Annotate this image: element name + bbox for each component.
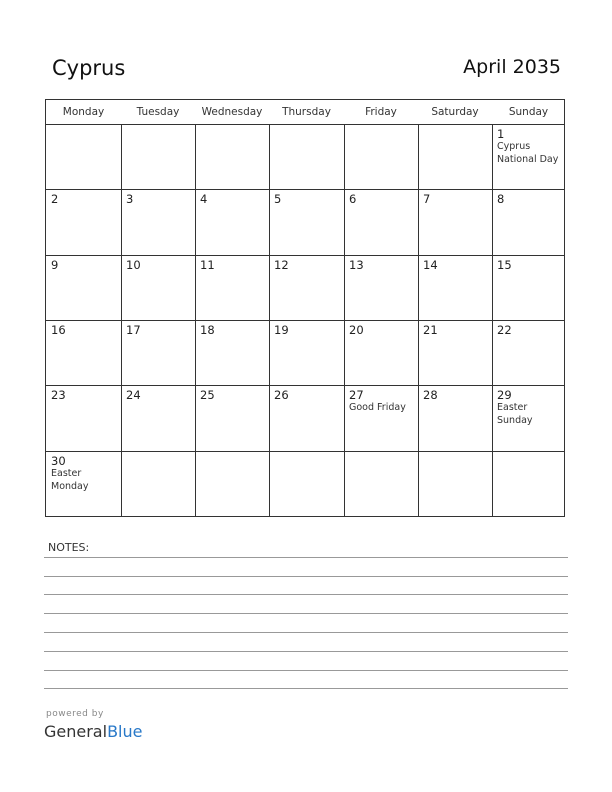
day-number: 20 <box>349 323 364 337</box>
note-line <box>44 670 568 671</box>
empty-day-cell[interactable] <box>269 451 344 517</box>
day-cell-15[interactable] <box>492 255 565 320</box>
day-number: 11 <box>200 258 215 272</box>
brand-general: General <box>44 722 108 741</box>
day-cell-19[interactable] <box>269 320 344 385</box>
day-number: 17 <box>126 323 141 337</box>
day-number: 19 <box>274 323 289 337</box>
day-number: 6 <box>349 192 357 206</box>
weekday-header-thursday: Thursday <box>282 106 331 118</box>
day-number: 24 <box>126 388 141 402</box>
weekday-header-saturday: Saturday <box>431 106 479 118</box>
day-cell-9[interactable] <box>46 255 121 320</box>
day-cell-21[interactable] <box>418 320 492 385</box>
day-number: 5 <box>274 192 282 206</box>
day-cell-18[interactable] <box>195 320 269 385</box>
day-cell-24[interactable] <box>121 385 195 451</box>
day-cell-28[interactable] <box>418 385 492 451</box>
empty-day-cell[interactable] <box>344 451 418 517</box>
day-cell-3[interactable] <box>121 189 195 255</box>
note-line <box>44 557 568 558</box>
day-number: 21 <box>423 323 438 337</box>
note-line <box>44 688 568 689</box>
day-number: 14 <box>423 258 438 272</box>
day-cell-4[interactable] <box>195 189 269 255</box>
empty-day-cell[interactable] <box>269 124 344 189</box>
day-cell-25[interactable] <box>195 385 269 451</box>
holiday-label: Good Friday <box>349 402 406 413</box>
brand-logo <box>44 722 142 741</box>
day-cell-1[interactable] <box>492 124 565 189</box>
day-number: 27 <box>349 388 364 402</box>
day-number: 28 <box>423 388 438 402</box>
day-cell-22[interactable] <box>492 320 565 385</box>
day-cell-8[interactable] <box>492 189 565 255</box>
day-cell-29[interactable] <box>492 385 565 451</box>
empty-day-cell[interactable] <box>418 124 492 189</box>
day-number: 23 <box>51 388 66 402</box>
note-line <box>44 613 568 614</box>
holiday-label: Cyprus National Day <box>497 141 559 165</box>
day-cell-14[interactable] <box>418 255 492 320</box>
weekday-header-friday: Friday <box>365 106 397 118</box>
day-number: 3 <box>126 192 134 206</box>
day-number: 10 <box>126 258 141 272</box>
note-line <box>44 576 568 577</box>
empty-day-cell[interactable] <box>195 124 269 189</box>
holiday-label: Easter Monday <box>51 468 89 492</box>
empty-day-cell[interactable] <box>418 451 492 517</box>
empty-day-cell[interactable] <box>46 124 121 189</box>
day-cell-7[interactable] <box>418 189 492 255</box>
empty-day-cell[interactable] <box>344 124 418 189</box>
weekday-header-tuesday: Tuesday <box>136 106 180 118</box>
day-cell-17[interactable] <box>121 320 195 385</box>
weekday-header-sunday: Sunday <box>508 106 549 118</box>
day-cell-13[interactable] <box>344 255 418 320</box>
day-number: 1 <box>497 127 505 141</box>
day-number: 22 <box>497 323 512 337</box>
day-cell-5[interactable] <box>269 189 344 255</box>
day-cell-20[interactable] <box>344 320 418 385</box>
day-number: 8 <box>497 192 505 206</box>
day-cell-11[interactable] <box>195 255 269 320</box>
country-title: Cyprus <box>52 56 126 80</box>
empty-day-cell[interactable] <box>492 451 565 517</box>
day-cell-10[interactable] <box>121 255 195 320</box>
day-number: 12 <box>274 258 289 272</box>
weekday-header-wednesday: Wednesday <box>201 106 263 118</box>
empty-day-cell[interactable] <box>195 451 269 517</box>
day-number: 26 <box>274 388 289 402</box>
note-line <box>44 594 568 595</box>
holiday-label: Easter Sunday <box>497 402 533 426</box>
day-cell-16[interactable] <box>46 320 121 385</box>
day-number: 18 <box>200 323 215 337</box>
day-cell-12[interactable] <box>269 255 344 320</box>
day-number: 15 <box>497 258 512 272</box>
note-line <box>44 632 568 633</box>
day-number: 4 <box>200 192 208 206</box>
day-number: 25 <box>200 388 215 402</box>
month-title: April 2035 <box>463 56 561 78</box>
day-cell-27[interactable] <box>344 385 418 451</box>
day-cell-26[interactable] <box>269 385 344 451</box>
empty-day-cell[interactable] <box>121 124 195 189</box>
day-number: 9 <box>51 258 59 272</box>
powered-by-text: powered by <box>46 709 104 719</box>
day-number: 29 <box>497 388 512 402</box>
day-number: 2 <box>51 192 59 206</box>
day-cell-30[interactable] <box>46 451 121 517</box>
weekday-header-monday: Monday <box>62 106 105 118</box>
note-line <box>44 651 568 652</box>
notes-label: NOTES: <box>48 541 90 554</box>
day-cell-23[interactable] <box>46 385 121 451</box>
day-number: 7 <box>423 192 431 206</box>
day-cell-2[interactable] <box>46 189 121 255</box>
empty-day-cell[interactable] <box>121 451 195 517</box>
day-number: 16 <box>51 323 66 337</box>
day-number: 30 <box>51 454 66 468</box>
brand-blue: Blue <box>107 722 143 741</box>
calendar-grid <box>45 99 565 517</box>
day-cell-6[interactable] <box>344 189 418 255</box>
day-number: 13 <box>349 258 364 272</box>
